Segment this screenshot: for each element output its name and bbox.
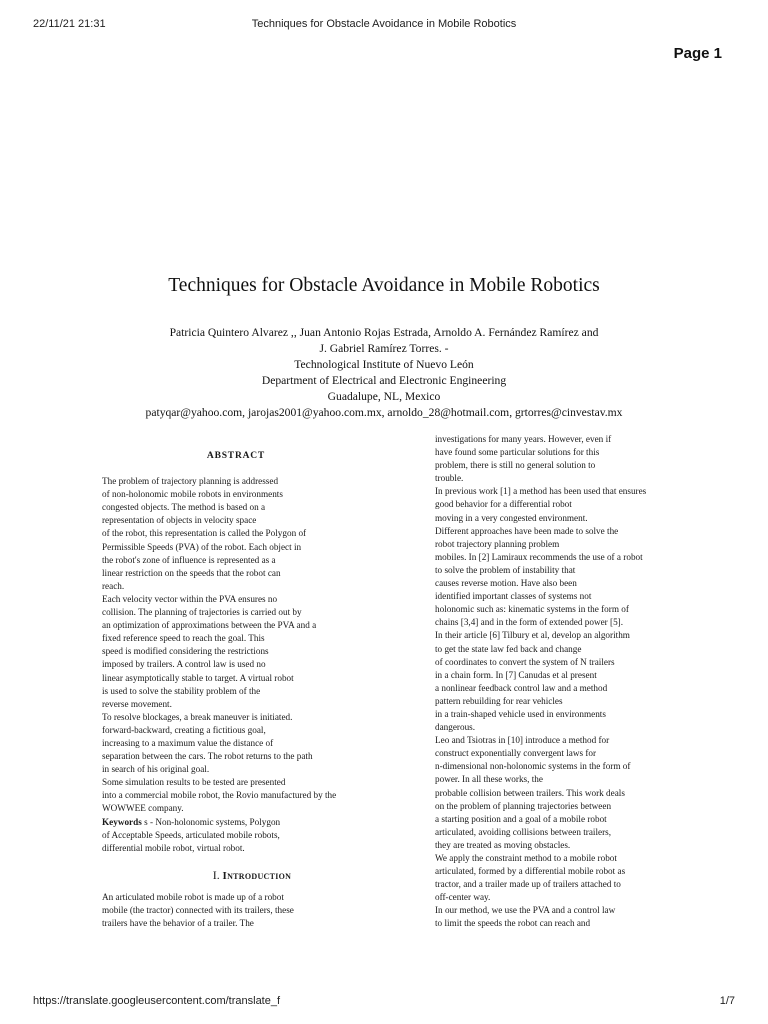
abstract-line: The problem of trajectory planning is addressed <box>102 476 279 487</box>
abstract-line: forward-backward, creating a fictitious goal, <box>102 724 266 735</box>
abstract-line: of non-holonomic mobile robots in environments <box>102 489 283 500</box>
affiliation-department: Department of Electrical and Electronic Engineering <box>261 374 507 387</box>
body-line: mobiles. In [2] Lamiraux recommends the use of a robot <box>435 551 643 562</box>
abstract-line: linear restriction on the speeds that the robot can <box>102 567 281 578</box>
body-line: trouble. <box>435 473 464 484</box>
print-page-title: Techniques for Obstacle Avoidance in Mobile Robotics <box>251 18 517 30</box>
abstract-line: in search of his original goal. <box>102 764 210 775</box>
body-line: problem, there is still no general solution to <box>435 460 596 471</box>
introduction-heading <box>102 869 362 883</box>
body-line: good behavior for a differential robot <box>435 499 572 510</box>
abstract-line: Each velocity vector within the PVA ensures no <box>102 593 278 604</box>
body-line: to solve the problem of instability that <box>435 564 576 575</box>
print-page-count: 1/7 <box>719 995 735 1007</box>
keywords-label: Keywords <box>102 816 142 827</box>
body-line: In their article [6] Tilbury et al, develop an algorithm <box>435 630 630 641</box>
body-line: tractor, and a trailer made up of trailers attached to <box>435 879 621 890</box>
introduction-line: mobile (the tractor) connected with its trailers, these <box>102 905 294 915</box>
body-line: off-center way. <box>435 892 491 903</box>
author-emails: patyqar@yahoo.com, jarojas2001@yahoo.com.mx, arnoldo_28@hotmail.com, grtorres@cinvestav.mx <box>145 406 623 419</box>
section-title: Introduction <box>222 869 292 882</box>
body-line: Leo and Tsiotras in [10] introduce a method for <box>435 735 610 746</box>
affiliation-institute: Technological Institute of Nuevo León <box>294 358 474 371</box>
body-line: investigations for many years. However, even if <box>435 434 612 444</box>
print-datetime: 22/11/21 21:31 <box>33 18 106 30</box>
abstract-line: speed is modified considering the restrictions <box>102 646 269 657</box>
body-line: holonomic such as: kinematic systems in the form of <box>435 604 629 615</box>
body-line: Different approaches have been made to solve the <box>435 525 619 536</box>
abstract-line: increasing to a maximum value the distance of <box>102 737 274 748</box>
body-line: pattern rebuilding for rear vehicles <box>435 695 563 706</box>
abstract-line: WOWWEE company. <box>102 803 184 814</box>
abstract-line: an optimization of approximations between the PVA and a <box>102 620 317 631</box>
abstract-heading: ABSTRACT <box>206 451 266 461</box>
introduction-line: trailers have the behavior of a trailer. The <box>102 918 254 929</box>
keywords-line <box>102 816 362 829</box>
body-line: a nonlinear feedback control law and a method <box>435 682 608 693</box>
abstract-line: linear asymptotically stable to target. A virtual robot <box>102 672 294 683</box>
abstract-line: congested objects. The method is based on a <box>102 502 266 513</box>
abstract-line: the robot's zone of influence is represented as a <box>102 554 276 565</box>
body-line: moving in a very congested environment. <box>435 512 588 523</box>
paper-title: Techniques for Obstacle Avoidance in Mobile Robotics <box>168 275 600 296</box>
author-line: J. Gabriel Ramírez Torres. - <box>319 342 449 355</box>
body-line: of coordinates to convert the system of N trailers <box>435 656 615 667</box>
abstract-line: into a commercial mobile robot, the Rovio manufactured by the <box>102 790 337 801</box>
body-line: In previous work [1] a method has been used that ensures <box>435 486 647 497</box>
author-line: Patricia Quintero Alvarez ,, Juan Antonio Rojas Estrada, Arnoldo A. Fernández Ramírez and <box>169 326 599 339</box>
abstract-line: Permissible Speeds (PVA) of the robot. Each object in <box>102 541 302 552</box>
body-line: identified important classes of systems not <box>435 591 592 602</box>
body-line: causes reverse motion. Have also been <box>435 578 577 589</box>
body-line: articulated, formed by a differential mobile robot as <box>435 866 626 877</box>
body-line: power. In all these works, the <box>435 774 543 785</box>
keywords-text: s - Non-holonomic systems, Polygon <box>144 816 281 827</box>
introduction-line: An articulated mobile robot is made up of a robot <box>102 891 284 902</box>
abstract-line: is used to solve the stability problem of the <box>102 685 261 696</box>
abstract-line: reverse movement. <box>102 698 172 709</box>
abstract-line: Some simulation results to be tested are presented <box>102 777 286 788</box>
body-line: In our method, we use the PVA and a control law <box>435 905 616 916</box>
body-line: We apply the constraint method to a mobile robot <box>435 853 617 863</box>
body-line: n-dimensional non-holonomic systems in the form of <box>435 761 631 772</box>
body-line: in a train-shaped vehicle used in environments <box>435 708 606 719</box>
body-line: chains [3,4] and in the form of extended power [5]. <box>435 617 624 628</box>
body-line: on the problem of planning trajectories between <box>435 800 612 811</box>
left-column <box>102 450 362 930</box>
body-line: in a chain form. In [7] Canudas et al present <box>435 669 597 680</box>
abstract-body <box>102 475 362 815</box>
abstract-line: To resolve blockages, a break maneuver is initiated. <box>102 711 293 722</box>
right-column <box>435 433 675 931</box>
body-line: a starting position and a goal of a mobile robot <box>435 813 607 824</box>
body-line: to limit the speeds the robot can reach and <box>435 918 591 929</box>
abstract-line: imposed by trailers. A control law is used no <box>102 659 266 670</box>
page-number-label: Page 1 <box>673 45 722 62</box>
abstract-line: fixed reference speed to reach the goal. This <box>102 633 265 644</box>
body-line: to get the state law fed back and change <box>435 643 582 654</box>
section-number: I. <box>212 867 220 882</box>
keywords-line: differential mobile robot, virtual robot. <box>102 842 245 853</box>
body-line: dangerous. <box>435 722 476 733</box>
body-line: articulated, avoiding collisions between trailers, <box>435 826 612 837</box>
print-url: https://translate.googleusercontent.com/translate_f <box>33 995 281 1007</box>
abstract-line: separation between the cars. The robot returns to the path <box>102 751 313 762</box>
body-line: probable collision between trailers. This work deals <box>435 787 625 798</box>
abstract-line: representation of objects in velocity space <box>102 515 257 526</box>
abstract-line: collision. The planning of trajectories is carried out by <box>102 607 302 618</box>
keywords-line: of Acceptable Speeds, articulated mobile robots, <box>102 829 280 840</box>
abstract-line: reach. <box>102 580 125 591</box>
introduction-body <box>102 891 362 930</box>
abstract-line: of the robot, this representation is called the Polygon of <box>102 528 307 539</box>
body-line: robot trajectory planning problem <box>435 538 560 549</box>
body-line: they are treated as moving obstacles. <box>435 839 571 850</box>
body-line: construct exponentially convergent laws for <box>435 748 597 759</box>
affiliation-location: Guadalupe, NL, Mexico <box>327 390 441 403</box>
body-line: have found some particular solutions for this <box>435 447 600 458</box>
author-block <box>0 325 768 421</box>
